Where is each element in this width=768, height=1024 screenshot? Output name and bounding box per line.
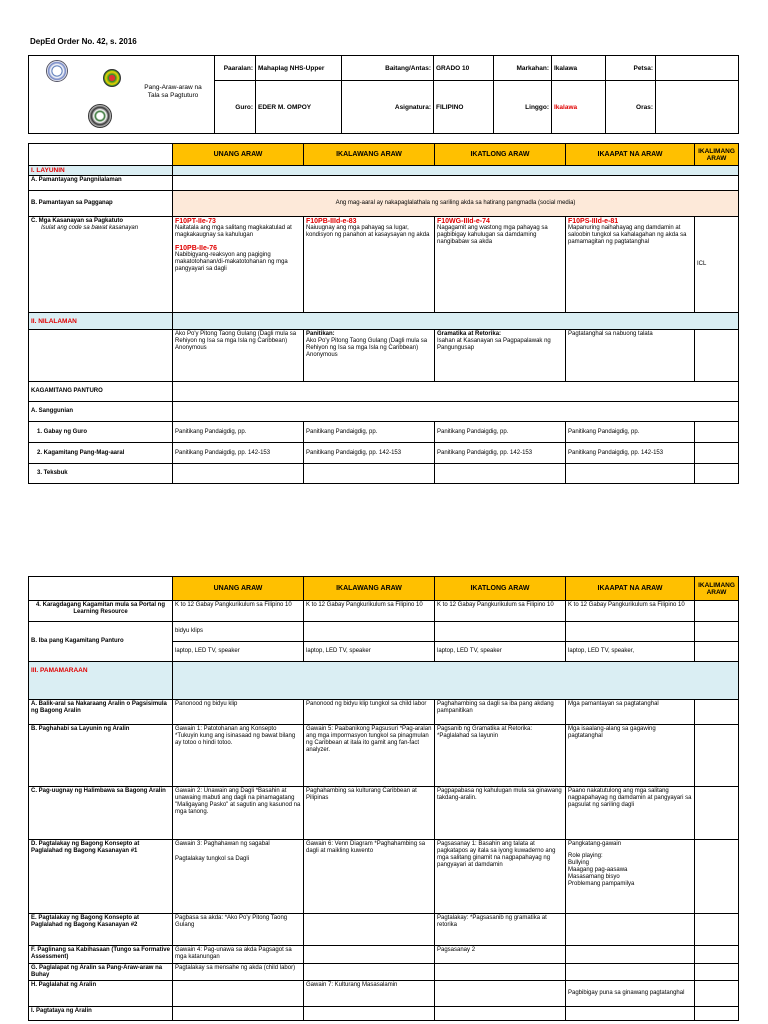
nilalaman-band bbox=[173, 313, 739, 330]
paaralan-label: Paaralan: bbox=[215, 56, 256, 81]
e-day-2 bbox=[304, 914, 435, 946]
bidyu-day-1: bidyu klips bbox=[173, 622, 304, 642]
markahan-value: Ikalawa bbox=[552, 56, 606, 81]
pamantayang-pangnilalaman-label: A. Pamantayang Pangnilalaman bbox=[29, 176, 173, 191]
d-day-1 bbox=[173, 840, 304, 914]
pagtalakay-1-label: D. Pagtalakay ng Bagong Konsepto at Paglalahad ng Bagong Kasanayan #1 bbox=[29, 840, 173, 914]
panitikan-text: Ako Po'y Pitong Taong Gulang (Dagli mula sa Rehiyon ng Isa sa mga Isla ng Caribbean) Anonymous bbox=[306, 338, 428, 358]
laptop-day-1: laptop, LED TV, speaker bbox=[173, 642, 304, 662]
pamamaraan-band bbox=[173, 662, 739, 700]
layunin-band bbox=[173, 166, 739, 176]
d-day-5 bbox=[695, 840, 739, 914]
petsa-value bbox=[656, 56, 739, 81]
panitikan-label: Panitikan: bbox=[306, 331, 335, 337]
kag-day-5 bbox=[695, 443, 739, 464]
d4-line-4: Maagang pag-aasawa bbox=[568, 867, 628, 873]
teksbuk-day-5 bbox=[695, 464, 739, 484]
code-2: F10PB-IIId-e-83 bbox=[306, 218, 357, 225]
paglinang-label: F. Paglinang sa Kabihasaan (Tungo sa Formative Assessment) bbox=[29, 946, 173, 964]
f-day-1: Gawain 4: Pag-unawa sa akda Pagsagot sa mga katanungan bbox=[173, 946, 304, 964]
title-line-2: Tala sa Pagtuturo bbox=[147, 92, 199, 99]
pagtataya-label: I. Pagtataya ng Aralin bbox=[29, 1007, 173, 1021]
kasanayan-day-2 bbox=[304, 217, 435, 313]
sanggunian-label: A. Sanggunian bbox=[29, 402, 173, 422]
day-4-header-2: IKAAPAT NA ARAW bbox=[566, 577, 695, 601]
karagdagang-kagamitan-label: 4. Karagdagang Kagamitan mula sa Portal ng Learning Resource bbox=[29, 601, 173, 622]
lesson-table-1 bbox=[28, 143, 739, 484]
text-2: Naiuugnay ang mga pahayag sa lugar, kondisyon ng panahon at kasaysayan ng akda bbox=[306, 225, 430, 238]
iba-pang-kagamitan-label: B. Iba pang Kagamitang Panturo bbox=[29, 622, 173, 662]
teksbuk-label: 3. Teksbuk bbox=[29, 464, 173, 484]
a-day-2: Panonood ng bidyu klip tungkol sa child labor bbox=[304, 700, 435, 725]
h-day-5 bbox=[695, 981, 739, 1007]
c-day-5 bbox=[695, 787, 739, 840]
code-1b: F10PB-IIe-76 bbox=[175, 245, 218, 252]
b-day-1: Gawain 1: Patotohanan ang Konsepto *Tukuyin kung ang isinasaad ng bawat bilang ay totoo o hindi totoo. bbox=[173, 725, 304, 787]
pamantayan-pagganap-label: B. Pamantayan sa Pagganap bbox=[29, 191, 173, 217]
paaralan-value: Mahaplag NHS-Upper bbox=[256, 56, 342, 81]
h-day-4: Pagbibigay puna sa ginawang pagtatanghal bbox=[566, 981, 695, 1007]
i-day-3 bbox=[435, 1007, 566, 1021]
d4-line-6: Problemang pampamilya bbox=[568, 881, 635, 887]
corner-cell-2 bbox=[29, 577, 173, 601]
gabay-day-2: Panitikang Pandaigdig, pp. bbox=[304, 422, 435, 443]
teksbuk-day-2 bbox=[304, 464, 435, 484]
g-day-4 bbox=[566, 964, 695, 981]
kagamitan-heading: KAGAMITANG PANTURO bbox=[29, 382, 173, 402]
h-day-1 bbox=[173, 981, 304, 1007]
k4-day-1: K to 12 Gabay Pangkurikulum sa Filipino 10 bbox=[173, 601, 304, 622]
sanggunian-band bbox=[173, 402, 739, 422]
g-day-5 bbox=[695, 964, 739, 981]
text-1b: Nabibigyang-reaksyon ang pagiging makatotohanan/di-makatotohanan ng mga pangyayari sa dagli bbox=[175, 252, 288, 272]
logo-cell bbox=[29, 56, 215, 134]
laptop-day-3: laptop, LED TV, speaker bbox=[435, 642, 566, 662]
kag-day-4: Panitikang Pandaigdig, pp. 142-153 bbox=[566, 443, 695, 464]
k4-day-2: K to 12 Gabay Pangkurikulum sa Filipino 10 bbox=[304, 601, 435, 622]
text-1: Naitatala ang mga salitang magkakatulad at magkakaugnay sa kahulugan bbox=[175, 225, 292, 238]
nilalaman-day-2 bbox=[304, 330, 435, 382]
teksbuk-day-4 bbox=[566, 464, 695, 484]
d4-line-3: Bullying bbox=[568, 860, 590, 866]
i-day-2 bbox=[304, 1007, 435, 1021]
day-2-header-2: IKALAWANG ARAW bbox=[304, 577, 435, 601]
nilalaman-day-3 bbox=[435, 330, 566, 382]
gabay-day-5 bbox=[695, 422, 739, 443]
corner-cell bbox=[29, 144, 173, 166]
a-day-1: Panonood ng bidyu klip bbox=[173, 700, 304, 725]
baitang-label: Baitang/Antas: bbox=[342, 56, 434, 81]
nilalaman-day-5 bbox=[695, 330, 739, 382]
e-day-3: Pagtalakay: *Pagsasanib ng gramatika at retorika bbox=[435, 914, 566, 946]
deped-order: DepEd Order No. 42, s. 2016 bbox=[30, 37, 137, 46]
kag-day-1: Panitikang Pandaigdig, pp. 142-153 bbox=[173, 443, 304, 464]
kagamitan-mag-aaral-label: 2. Kagamitang Pang-Mag-aaral bbox=[29, 443, 173, 464]
day-5-header: IKALIMANG ARAW bbox=[695, 144, 739, 166]
bidyu-day-3 bbox=[435, 622, 566, 642]
k4-day-3: K to 12 Gabay Pangkurikulum sa Filipino 10 bbox=[435, 601, 566, 622]
oras-value bbox=[656, 81, 739, 134]
guro-label: Guro: bbox=[215, 81, 256, 134]
laptop-day-2: laptop, LED TV, speaker bbox=[304, 642, 435, 662]
h-day-3 bbox=[435, 981, 566, 1007]
nilalaman-day-4: Pagtatanghal sa nabuong talata bbox=[566, 330, 695, 382]
i-day-5 bbox=[695, 1007, 739, 1021]
d-day-4 bbox=[566, 840, 695, 914]
i-day-1 bbox=[173, 1007, 304, 1021]
day-1-header: UNANG ARAW bbox=[173, 144, 304, 166]
e-day-4 bbox=[566, 914, 695, 946]
d4-line-1: Pangkatang-gawain bbox=[568, 841, 622, 847]
b-day-5 bbox=[695, 725, 739, 787]
paglalapat-label: G. Paglalapat ng Aralin sa Pang-Araw-araw na Buhay bbox=[29, 964, 173, 981]
bidyu-day-4 bbox=[566, 622, 695, 642]
day-3-header-2: IKATLONG ARAW bbox=[435, 577, 566, 601]
kasanayan-label-cell bbox=[29, 217, 173, 313]
c-day-2: Paghahambing sa kulturang Caribbean at Pilipinas bbox=[304, 787, 435, 840]
kasanayan-day-3 bbox=[435, 217, 566, 313]
code-4: F10PS-IIId-e-81 bbox=[568, 218, 619, 225]
paghahabi-label: B. Paghahabi sa Layunin ng Aralin bbox=[29, 725, 173, 787]
markahan-label: Markahan: bbox=[494, 56, 552, 81]
baitang-value: GRADO 10 bbox=[434, 56, 494, 81]
guro-value: EDER M. OMPOY bbox=[256, 81, 342, 134]
a-day-3: Paghahambing sa dagli sa iba pang akdang pampanitikan bbox=[435, 700, 566, 725]
nilalaman-day-1: Ako Po'y Pitong Taong Gulang (Dagli mula sa Rehiyon ng Isa sa mga Isla ng Caribbean) Anonymous bbox=[173, 330, 304, 382]
d-day-3: Pagsasanay 1: Basahin ang talata at pagkatapos ay itala sa iyong kuwaderno ang mga salitang ginamit na nagpapahayag ng pangyayari at damdamin bbox=[435, 840, 566, 914]
petsa-label: Petsa: bbox=[606, 56, 656, 81]
g-day-1: Pagtalakay sa mensahe ng akda (child labor) bbox=[173, 964, 304, 981]
kagamitan-band bbox=[173, 382, 739, 402]
asignatura-label: Asignatura: bbox=[342, 81, 434, 134]
day-1-header-2: UNANG ARAW bbox=[173, 577, 304, 601]
balik-aral-label: A. Balik-aral sa Nakaraang Aralin o Pagsisimula ng Bagong Aralin bbox=[29, 700, 173, 725]
kasanayan-sub: Isulat ang code sa bawat kasanayan bbox=[41, 225, 139, 231]
kasanayan-day-1 bbox=[173, 217, 304, 313]
gabay-day-4: Panitikang Pandaigdig, pp. bbox=[566, 422, 695, 443]
d1-line-1: Gawain 3: Paghahawan ng sagabal bbox=[175, 841, 270, 847]
code-1: F10PT-IIe-73 bbox=[175, 218, 216, 225]
laptop-day-5 bbox=[695, 642, 739, 662]
g-day-2 bbox=[304, 964, 435, 981]
a-day-5 bbox=[695, 700, 739, 725]
bidyu-day-5 bbox=[695, 622, 739, 642]
layunin-heading: I. LAYUNIN bbox=[29, 166, 173, 176]
gabay-day-3: Panitikang Pandaigdig, pp. bbox=[435, 422, 566, 443]
text-4: Mapanuring naihahayag ang damdamin at saloobin tungkol sa kahalagahan ng akda sa pamamagitan ng pagtatanghal bbox=[568, 225, 687, 245]
gramatika-text: Isahan at Kasanayan sa Pagpapalawak ng Pangungusap bbox=[437, 338, 551, 351]
lesson-table-2 bbox=[28, 576, 739, 1021]
pamantayan-pagganap-text: Ang mag-aaral ay nakapaglalathala ng sariling akda sa hatirang pangmadla (social media) bbox=[173, 191, 739, 217]
kag-day-2: Panitikang Pandaigdig, pp. 142-153 bbox=[304, 443, 435, 464]
k4-day-4: K to 12 Gabay Pangkurikulum sa Filipino 10 bbox=[566, 601, 695, 622]
gramatika-label: Gramatika at Retorika: bbox=[437, 331, 502, 337]
e-day-1: Pagbasa sa akda: *Ako Po'y Pitong Taong Gulang bbox=[173, 914, 304, 946]
f-day-5 bbox=[695, 946, 739, 964]
d4-line-5: Masasamang bisyo bbox=[568, 874, 620, 880]
day-5-header-2: IKALIMANG ARAW bbox=[695, 577, 739, 601]
linggo-label: Linggo: bbox=[494, 81, 552, 134]
text-3: Nagagamit ang wastong mga pahayag sa pagbibigay kahulugan sa damdaming nangibabaw sa akda bbox=[437, 225, 548, 245]
c-day-3: Pagpapabasa ng kahulugan mula sa ginawang takdang-aralin. bbox=[435, 787, 566, 840]
oras-label: Oras: bbox=[606, 81, 656, 134]
e-day-5 bbox=[695, 914, 739, 946]
h-day-2: Gawain 7: Kulturang Masasalamin bbox=[304, 981, 435, 1007]
day-2-header: IKALAWANG ARAW bbox=[304, 144, 435, 166]
title-line-1: Pang-Araw-araw na bbox=[144, 84, 202, 91]
d4-line-2: Role playing: bbox=[568, 853, 603, 859]
k4-day-5 bbox=[695, 601, 739, 622]
pagtalakay-2-label: E. Pagtalakay ng Bagong Konsepto at Paglalahad ng Bagong Kasanayan #2 bbox=[29, 914, 173, 946]
paglalahat-label: H. Paglalahat ng Aralin bbox=[29, 981, 173, 1007]
i-day-4 bbox=[566, 1007, 695, 1021]
header-table bbox=[28, 55, 739, 134]
day-4-header: IKAAPAT NA ARAW bbox=[566, 144, 695, 166]
kag-day-3: Panitikang Pandaigdig, pp. 142-153 bbox=[435, 443, 566, 464]
teksbuk-day-1 bbox=[173, 464, 304, 484]
f-day-2 bbox=[304, 946, 435, 964]
bidyu-day-2 bbox=[304, 622, 435, 642]
linggo-value: Ikalawa bbox=[552, 81, 606, 134]
pamamaraan-heading: III. PAMAMARAAN bbox=[29, 662, 173, 700]
g-day-3 bbox=[435, 964, 566, 981]
b-day-4: Mga isaalang-alang sa gagawing pagtatanghal bbox=[566, 725, 695, 787]
c-day-1: Gawain 2: Unawain ang Dagli *Basahin at unawaing mabuti ang dagli na pinamagatang "Maligayang Pasko" at sagutin ang kasunod na mga tanong. bbox=[173, 787, 304, 840]
day-3-header: IKATLONG ARAW bbox=[435, 144, 566, 166]
pamantayang-pangnilalaman-cell bbox=[173, 176, 739, 191]
nilalaman-label-cell bbox=[29, 330, 173, 382]
gabay-day-1: Panitikang Pandaigdig, pp. bbox=[173, 422, 304, 443]
d1-line-2: Pagtalakay tungkol sa Dagli bbox=[175, 856, 250, 862]
kasanayan-label: C. Mga Kasanayan sa Pagkatuto bbox=[31, 218, 124, 224]
c-day-4: Paano nakatutulong ang mga salitang nagpapahayag ng damdamin at pangyayari sa pagsulat ng sariling dagli bbox=[566, 787, 695, 840]
asignatura-value: FILIPINO bbox=[434, 81, 494, 134]
f-day-3: Pagsasanay 2 bbox=[435, 946, 566, 964]
code-3: F10WG-IIId-e-74 bbox=[437, 218, 490, 225]
a-day-4: Mga pamantayan sa pagtatanghal bbox=[566, 700, 695, 725]
kasanayan-day-4 bbox=[566, 217, 695, 313]
teksbuk-day-3 bbox=[435, 464, 566, 484]
b-day-2: Gawain 5: Paabanikong Pagsusuri *Pag-aralan ang mga impormasyon tungkol sa pinagmulan ng Caribbean at itala ito gamit ang fan-fact analyzer. bbox=[304, 725, 435, 787]
laptop-day-4: laptop, LED TV, speaker, bbox=[566, 642, 695, 662]
gabay-label: 1. Gabay ng Guro bbox=[29, 422, 173, 443]
pag-uugnay-label: C. Pag-uugnay ng Halimbawa sa Bagong Aralin bbox=[29, 787, 173, 840]
f-day-4 bbox=[566, 946, 695, 964]
nilalaman-heading: II. NILALAMAN bbox=[29, 313, 173, 330]
b-day-3: Pagsanib ng Gramatika at Retorika: *Paglalahad sa layunin bbox=[435, 725, 566, 787]
kasanayan-day-5: ICL bbox=[695, 217, 739, 313]
d-day-2: Gawain 6: Venn Diagram *Paghahambing sa dagli at maikling kuwento bbox=[304, 840, 435, 914]
